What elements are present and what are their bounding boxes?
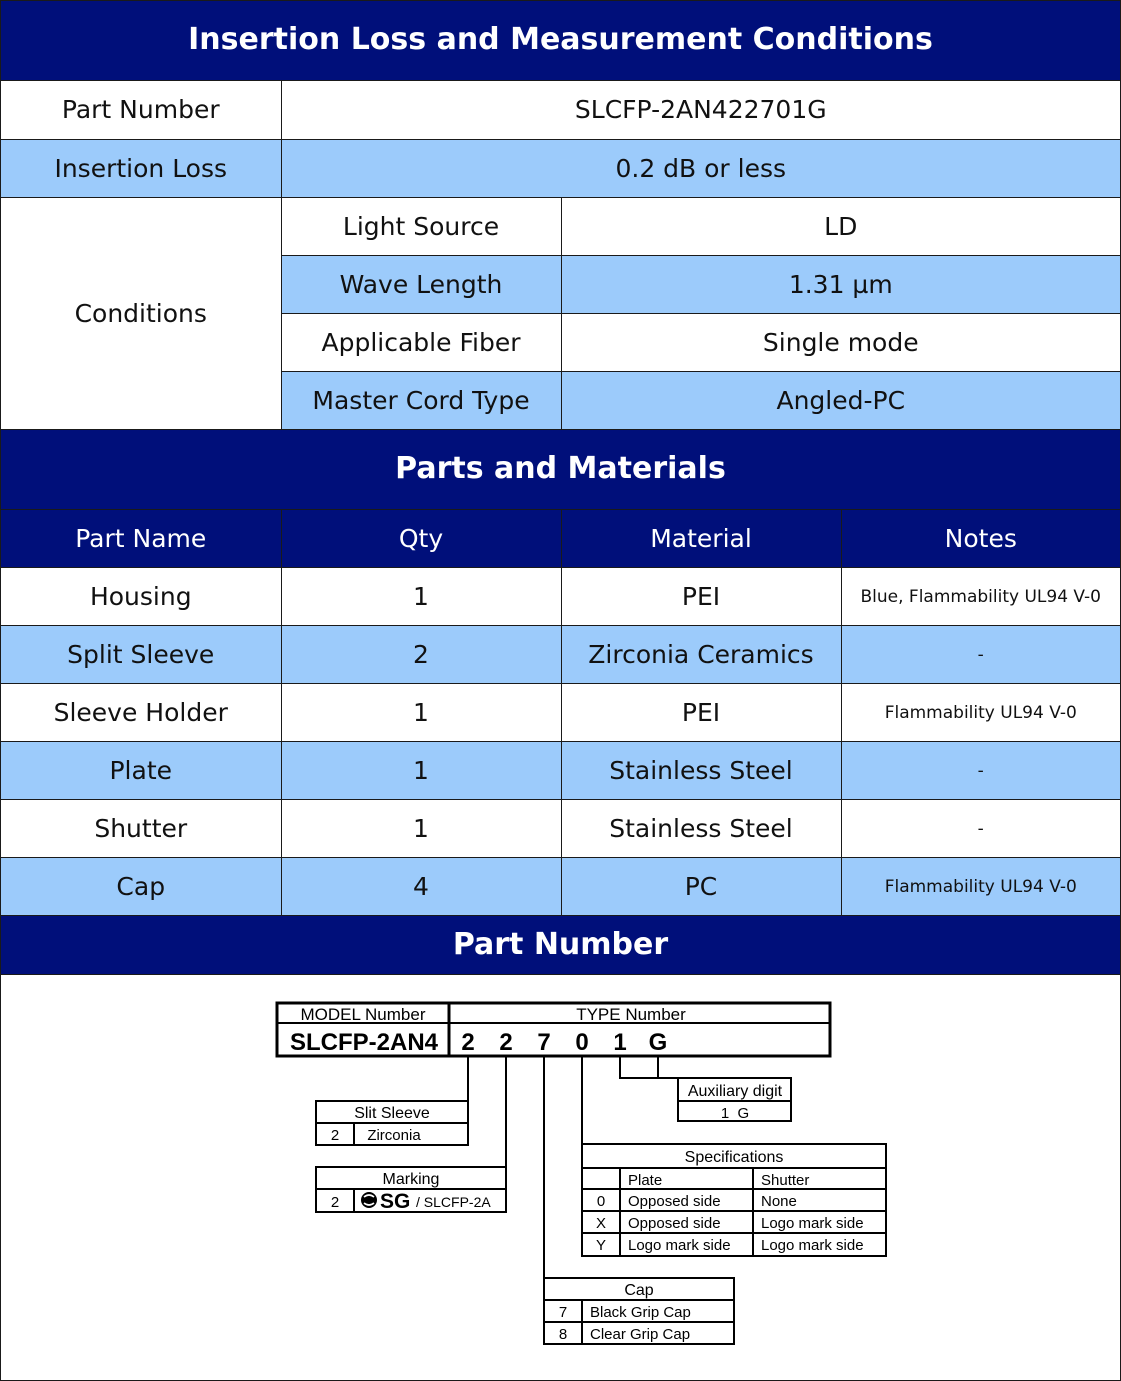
part-name: Shutter (1, 800, 281, 858)
row-part-number (1, 81, 1120, 139)
specifications-plate-header: Plate (628, 1172, 663, 1189)
type-digit: 2 (499, 1029, 513, 1056)
part-number-label: Part Number (1, 81, 281, 139)
condition-value: 1.31 µm (561, 255, 1120, 313)
condition-value: Single mode (561, 313, 1120, 371)
aux-digit-title: Auxiliary digit (687, 1083, 783, 1100)
part-material: PEI (561, 684, 841, 742)
part-qty: 1 (281, 742, 561, 800)
spec-shutter: Logo mark side (761, 1215, 864, 1232)
type-number-header: TYPE Number (576, 1005, 686, 1024)
table-header-row (1, 510, 1120, 568)
spec-code: X (595, 1215, 607, 1232)
table-row (1, 858, 1120, 916)
cap-code: 7 (558, 1304, 568, 1321)
insertion-loss-label: Insertion Loss (1, 139, 281, 197)
type-digit: 0 (575, 1029, 589, 1056)
part-material: Stainless Steel (561, 800, 841, 858)
section-title-insertion-loss: Insertion Loss and Measurement Conditions (1, 1, 1120, 81)
slit-sleeve-value: Zirconia (367, 1127, 421, 1144)
header-material: Material (561, 510, 841, 568)
table-row (1, 800, 1120, 858)
part-qty: 1 (281, 684, 561, 742)
sg-logo-icon (361, 1190, 410, 1213)
aux-digit-value: 1 G (720, 1105, 750, 1122)
condition-label: Master Cord Type (281, 371, 561, 429)
condition-label: Applicable Fiber (281, 313, 561, 371)
part-name: Split Sleeve (1, 626, 281, 684)
part-notes: Blue, Flammability UL94 V-0 (841, 568, 1120, 626)
part-material: Zirconia Ceramics (561, 626, 841, 684)
part-number-value: SLCFP-2AN422701G (281, 81, 1120, 139)
type-digit: 2 (461, 1029, 475, 1056)
row-insertion-loss (1, 139, 1120, 197)
part-qty: 4 (281, 858, 561, 916)
cap-value: Clear Grip Cap (590, 1326, 691, 1343)
part-notes: - (841, 742, 1120, 800)
header-qty: Qty (281, 510, 561, 568)
spec-code: Y (595, 1237, 607, 1254)
table-row (1, 626, 1120, 684)
cap-value: Black Grip Cap (590, 1304, 691, 1321)
type-digit: 1 (613, 1029, 627, 1056)
part-name: Cap (1, 858, 281, 916)
spec-plate: Opposed side (628, 1215, 721, 1232)
part-qty: 1 (281, 800, 561, 858)
marking-value: / SLCFP-2A (416, 1194, 491, 1210)
specifications-shutter-header: Shutter (761, 1172, 810, 1189)
section-title-parts-materials: Parts and Materials (1, 430, 1120, 510)
spec-plate: Logo mark side (628, 1237, 731, 1254)
part-material: PC (561, 858, 841, 916)
type-digit: 7 (537, 1029, 551, 1056)
part-name: Plate (1, 742, 281, 800)
model-number-value: SLCFP-2AN4 (289, 1029, 439, 1056)
spec-shutter: None (761, 1193, 797, 1210)
part-qty: 2 (281, 626, 561, 684)
model-number-header: MODEL Number (300, 1005, 426, 1024)
insertion-loss-value: 0.2 dB or less (281, 139, 1120, 197)
condition-label: Light Source (281, 197, 561, 255)
part-material: Stainless Steel (561, 742, 841, 800)
spec-code: 0 (596, 1193, 606, 1210)
slit-sleeve-title: Slit Sleeve (354, 1105, 430, 1122)
marking-code: 2 (330, 1194, 340, 1211)
part-qty: 1 (281, 568, 561, 626)
slit-sleeve-code: 2 (330, 1127, 340, 1144)
marking-title: Marking (382, 1171, 440, 1188)
part-notes: Flammability UL94 V-0 (841, 858, 1120, 916)
insertion-loss-table (1, 81, 1120, 430)
condition-value: Angled-PC (561, 371, 1120, 429)
part-number-diagram (1, 975, 1120, 1368)
table-row (1, 684, 1120, 742)
part-notes: - (841, 800, 1120, 858)
part-notes: Flammability UL94 V-0 (841, 684, 1120, 742)
part-name: Housing (1, 568, 281, 626)
header-part-name: Part Name (1, 510, 281, 568)
table-row (1, 742, 1120, 800)
part-name: Sleeve Holder (1, 684, 281, 742)
specifications-title: Specifications (684, 1149, 784, 1166)
row-condition (1, 197, 1120, 255)
condition-label: Wave Length (281, 255, 561, 313)
header-notes: Notes (841, 510, 1120, 568)
spec-shutter: Logo mark side (761, 1237, 864, 1254)
marking-logo-text: SG (380, 1190, 411, 1213)
section-title-part-number: Part Number (1, 916, 1120, 975)
part-number-diagram-svg (1, 975, 1120, 1368)
cap-title: Cap (624, 1282, 654, 1299)
type-digit: G (648, 1029, 668, 1056)
part-notes: - (841, 626, 1120, 684)
parts-materials-table (1, 510, 1120, 917)
condition-value: LD (561, 197, 1120, 255)
part-material: PEI (561, 568, 841, 626)
spec-plate: Opposed side (628, 1193, 721, 1210)
cap-code: 8 (558, 1326, 568, 1343)
table-row (1, 568, 1120, 626)
conditions-label: Conditions (1, 197, 281, 429)
